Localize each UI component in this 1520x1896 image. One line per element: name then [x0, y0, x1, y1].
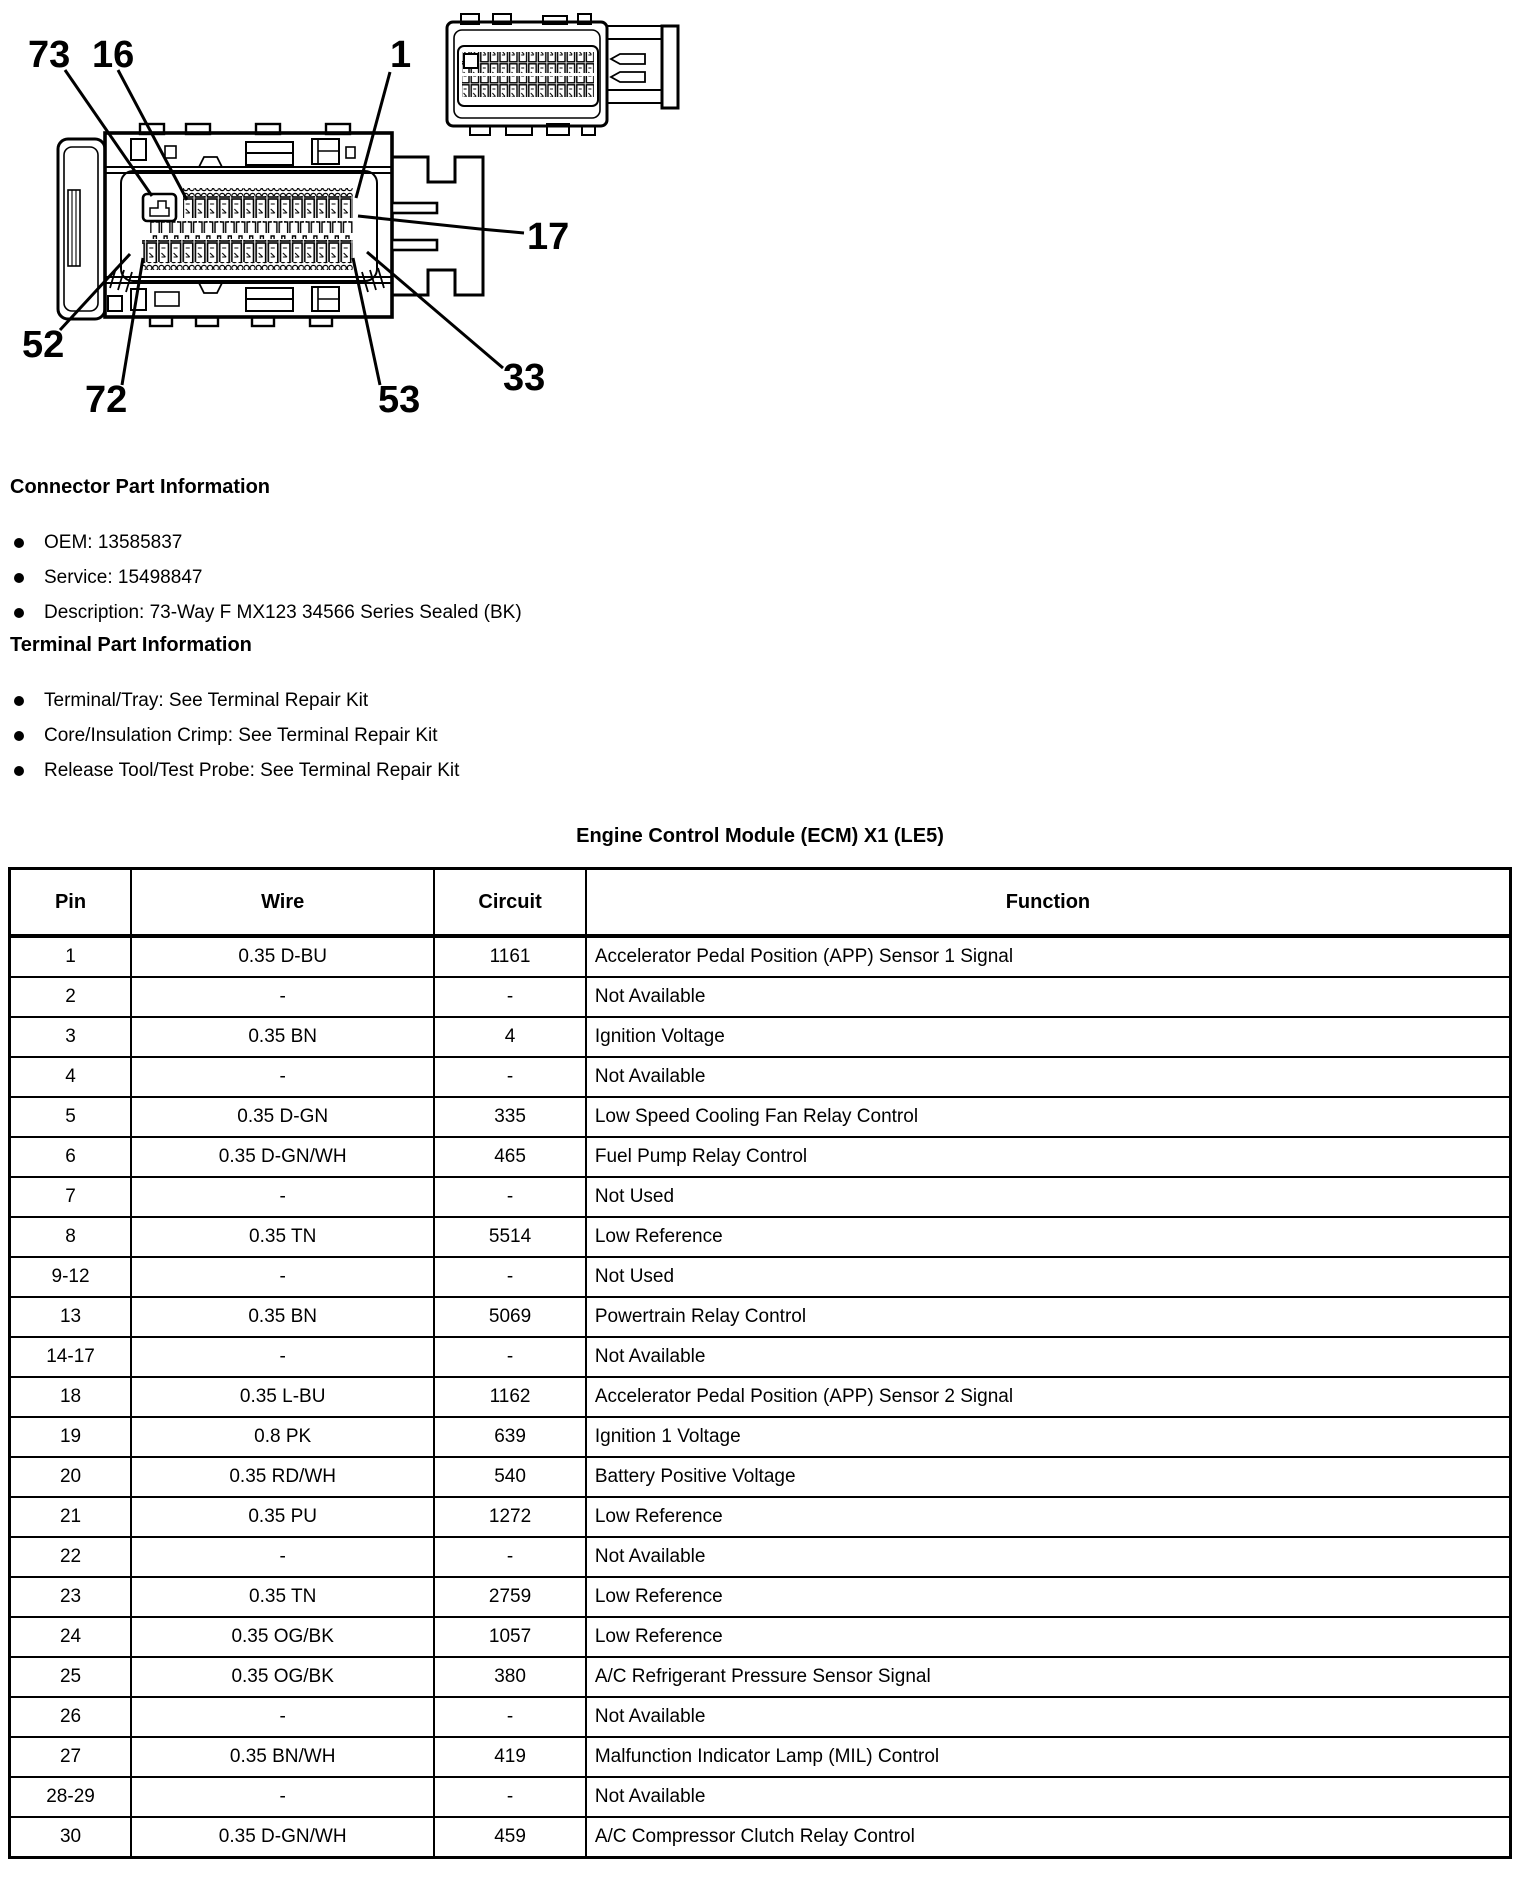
function-cell: Not Used: [586, 1257, 1511, 1297]
pin-cell: 22: [10, 1537, 132, 1577]
function-cell: Battery Positive Voltage: [586, 1457, 1511, 1497]
circuit-cell: 1057: [434, 1617, 586, 1657]
pin-cell: 26: [10, 1697, 132, 1737]
connector-part-info-heading: Connector Part Information: [10, 476, 271, 498]
table-row: [10, 1737, 1511, 1777]
table-row: [10, 1817, 1511, 1858]
callout-73: 73: [28, 34, 71, 76]
table-row: [10, 936, 1511, 977]
connector-diagram-section: [0, 0, 1520, 458]
circuit-cell: -: [434, 1257, 586, 1297]
function-cell: Not Available: [586, 1537, 1511, 1577]
pin-cell: 20: [10, 1457, 132, 1497]
wire-cell: 0.35 BN: [131, 1297, 434, 1337]
wire-cell: -: [131, 1537, 434, 1577]
column-header: Function: [586, 869, 1511, 937]
table-row: [10, 1417, 1511, 1457]
pinout-table-head: [10, 869, 1511, 937]
wire-cell: -: [131, 1697, 434, 1737]
function-cell: Ignition Voltage: [586, 1017, 1511, 1057]
circuit-cell: 1161: [434, 936, 586, 977]
pin-cell: 21: [10, 1497, 132, 1537]
pin-cell: 3: [10, 1017, 132, 1057]
function-cell: Accelerator Pedal Position (APP) Sensor 2 Signal: [586, 1377, 1511, 1417]
pin-cell: 30: [10, 1817, 132, 1858]
table-row: [10, 1337, 1511, 1377]
wire-cell: -: [131, 977, 434, 1017]
pin-cell: 14-17: [10, 1337, 132, 1377]
pin-cell: 5: [10, 1097, 132, 1137]
circuit-cell: 1272: [434, 1497, 586, 1537]
pin-cell: 8: [10, 1217, 132, 1257]
callout-53: 53: [378, 379, 421, 421]
wire-cell: 0.8 PK: [131, 1417, 434, 1457]
table-row: [10, 1457, 1511, 1497]
table-row: [10, 1777, 1511, 1817]
column-header: Pin: [10, 869, 132, 937]
pin-cell: 1: [10, 936, 132, 977]
pin-cell: 23: [10, 1577, 132, 1617]
pin-cell: 2: [10, 977, 132, 1017]
pin-cell: 13: [10, 1297, 132, 1337]
table-row: [10, 1537, 1511, 1577]
wire-cell: -: [131, 1177, 434, 1217]
function-cell: A/C Compressor Clutch Relay Control: [586, 1817, 1511, 1858]
table-row: [10, 1137, 1511, 1177]
circuit-cell: 639: [434, 1417, 586, 1457]
function-cell: Low Reference: [586, 1217, 1511, 1257]
table-row: [10, 1097, 1511, 1137]
bullet-item: Terminal/Tray: See Terminal Repair Kit: [0, 689, 1520, 713]
circuit-cell: -: [434, 1337, 586, 1377]
circuit-cell: -: [434, 977, 586, 1017]
function-cell: Not Available: [586, 1057, 1511, 1097]
circuit-cell: 2759: [434, 1577, 586, 1617]
circuit-cell: -: [434, 1697, 586, 1737]
wire-cell: 0.35 D-GN/WH: [131, 1817, 434, 1858]
function-cell: Low Reference: [586, 1497, 1511, 1537]
function-cell: Not Available: [586, 977, 1511, 1017]
mating-connector: [447, 14, 678, 135]
pin-cell: 7: [10, 1177, 132, 1217]
circuit-cell: 5514: [434, 1217, 586, 1257]
bullet-item: Description: 73-Way F MX123 34566 Series Sealed (BK): [0, 601, 1520, 625]
wire-cell: 0.35 OG/BK: [131, 1657, 434, 1697]
circuit-cell: 1162: [434, 1377, 586, 1417]
function-cell: Fuel Pump Relay Control: [586, 1137, 1511, 1177]
wire-cell: 0.35 OG/BK: [131, 1617, 434, 1657]
function-cell: Accelerator Pedal Position (APP) Sensor 1 Signal: [586, 936, 1511, 977]
table-row: [10, 1057, 1511, 1097]
bullet-item: Release Tool/Test Probe: See Terminal Repair Kit: [0, 759, 1520, 783]
circuit-cell: 459: [434, 1817, 586, 1858]
circuit-cell: 419: [434, 1737, 586, 1777]
wire-cell: 0.35 BN/WH: [131, 1737, 434, 1777]
function-cell: Not Used: [586, 1177, 1511, 1217]
function-cell: Low Reference: [586, 1577, 1511, 1617]
function-cell: Not Available: [586, 1697, 1511, 1737]
wire-cell: 0.35 RD/WH: [131, 1457, 434, 1497]
wire-cell: -: [131, 1057, 434, 1097]
pin-cell: 9-12: [10, 1257, 132, 1297]
bullet-item: OEM: 13585837: [0, 531, 1520, 555]
function-cell: Ignition 1 Voltage: [586, 1417, 1511, 1457]
wire-cell: 0.35 D-BU: [131, 936, 434, 977]
circuit-cell: 540: [434, 1457, 586, 1497]
header-row: [10, 869, 1511, 937]
table-row: [10, 1657, 1511, 1697]
pin-cell: 24: [10, 1617, 132, 1657]
function-cell: Low Speed Cooling Fan Relay Control: [586, 1097, 1511, 1137]
wire-cell: 0.35 D-GN/WH: [131, 1137, 434, 1177]
callout-16: 16: [92, 34, 135, 76]
terminal-part-info-list: [0, 689, 1520, 783]
wire-cell: 0.35 BN: [131, 1017, 434, 1057]
column-header: Circuit: [434, 869, 586, 937]
circuit-cell: -: [434, 1537, 586, 1577]
table-row: [10, 1177, 1511, 1217]
table-row: [10, 1697, 1511, 1737]
callout-17: 17: [527, 216, 570, 258]
pinout-table-body: [10, 936, 1511, 1858]
pinout-table: [8, 867, 1512, 1859]
column-header: Wire: [131, 869, 434, 937]
function-cell: Malfunction Indicator Lamp (MIL) Control: [586, 1737, 1511, 1777]
pin-cell: 19: [10, 1417, 132, 1457]
callout-52: 52: [22, 324, 65, 366]
table-title: Engine Control Module (ECM) X1 (LE5): [576, 825, 944, 847]
circuit-cell: 465: [434, 1137, 586, 1177]
circuit-cell: 380: [434, 1657, 586, 1697]
connector-part-info-list: [0, 531, 1520, 625]
table-row: [10, 1577, 1511, 1617]
bullet-item: Core/Insulation Crimp: See Terminal Repair Kit: [0, 724, 1520, 748]
callout-33: 33: [503, 357, 546, 399]
table-row: [10, 1297, 1511, 1337]
function-cell: Powertrain Relay Control: [586, 1297, 1511, 1337]
circuit-cell: 5069: [434, 1297, 586, 1337]
callout-1: 1: [390, 34, 412, 76]
wire-cell: 0.35 L-BU: [131, 1377, 434, 1417]
bullet-item: Service: 15498847: [0, 566, 1520, 590]
table-row: [10, 1377, 1511, 1417]
connector-diagram: [0, 0, 710, 458]
function-cell: Not Available: [586, 1337, 1511, 1377]
pin-cell: 27: [10, 1737, 132, 1777]
table-row: [10, 1217, 1511, 1257]
pin-cell: 18: [10, 1377, 132, 1417]
wire-cell: -: [131, 1337, 434, 1377]
circuit-cell: -: [434, 1177, 586, 1217]
wire-cell: 0.35 PU: [131, 1497, 434, 1537]
wire-cell: 0.35 TN: [131, 1217, 434, 1257]
table-row: [10, 1017, 1511, 1057]
table-row: [10, 977, 1511, 1017]
wire-cell: 0.35 D-GN: [131, 1097, 434, 1137]
function-cell: Not Available: [586, 1777, 1511, 1817]
callout-72: 72: [85, 379, 128, 421]
circuit-cell: 335: [434, 1097, 586, 1137]
pin-cell: 6: [10, 1137, 132, 1177]
pin-cell: 28-29: [10, 1777, 132, 1817]
table-row: [10, 1257, 1511, 1297]
pin-cell: 4: [10, 1057, 132, 1097]
wire-cell: -: [131, 1257, 434, 1297]
circuit-cell: 4: [434, 1017, 586, 1057]
function-cell: A/C Refrigerant Pressure Sensor Signal: [586, 1657, 1511, 1697]
terminal-part-info-heading: Terminal Part Information: [10, 634, 252, 656]
table-row: [10, 1617, 1511, 1657]
function-cell: Low Reference: [586, 1617, 1511, 1657]
circuit-cell: -: [434, 1057, 586, 1097]
circuit-cell: -: [434, 1777, 586, 1817]
table-row: [10, 1497, 1511, 1537]
wire-cell: -: [131, 1777, 434, 1817]
pin-cell: 25: [10, 1657, 132, 1697]
wire-cell: 0.35 TN: [131, 1577, 434, 1617]
